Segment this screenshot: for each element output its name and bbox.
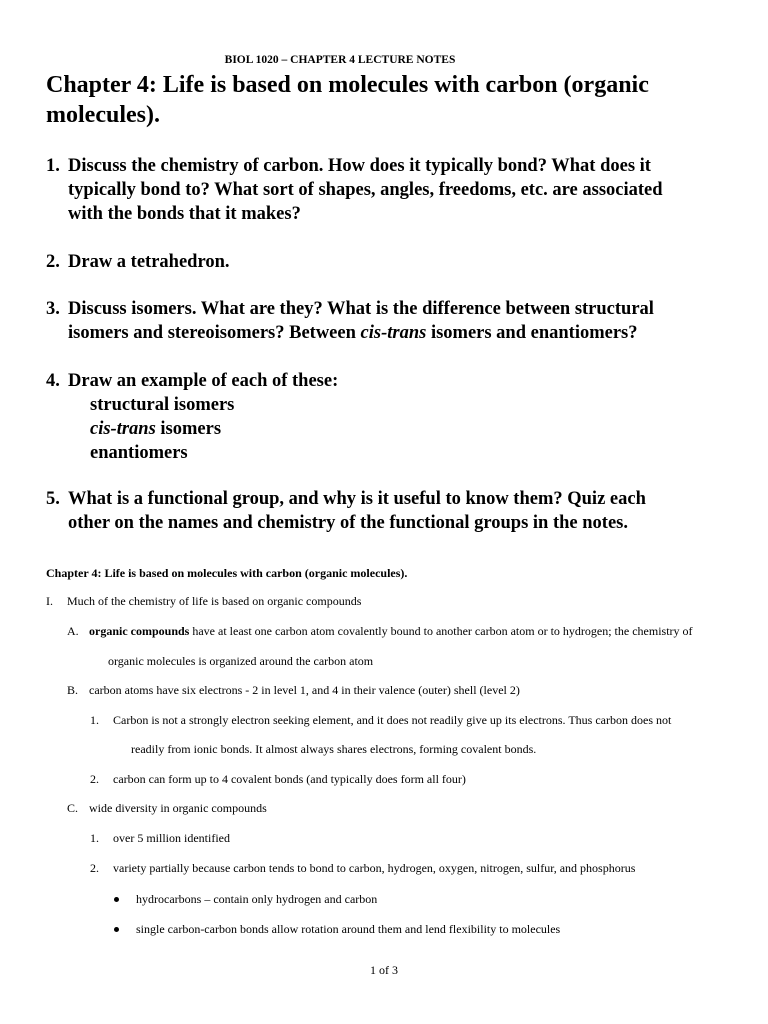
question-text: isomers and enantiomers? <box>426 323 638 343</box>
question-subitem <box>46 417 338 441</box>
question-number: 1. <box>46 156 60 176</box>
outline-text: have at least one carbon atom covalently bound to another carbon atom or to hydrogen; the chemistry of <box>189 624 693 638</box>
question-line: typically bond to? What sort of shapes, angles, freedoms, etc. are associated <box>68 180 663 200</box>
question-5 <box>46 487 646 535</box>
outline-marker: B. <box>67 683 79 697</box>
outline-text: over 5 million identified <box>113 831 230 845</box>
question-line: Draw an example of each of these: <box>68 371 339 391</box>
question-line: What is a functional group, and why is it useful to know them? Quiz each <box>68 489 646 509</box>
question-number: 2. <box>46 252 60 272</box>
bullet-item <box>114 892 377 907</box>
question-line: other on the names and chemistry of the functional groups in the notes. <box>68 513 628 533</box>
question-1 <box>46 154 663 226</box>
outline-text: carbon atoms have six electrons - 2 in level 1, and 4 in their valence (outer) shell (level 2) <box>89 683 520 697</box>
outline-marker: 1. <box>90 831 99 845</box>
outline-marker: 2. <box>90 772 99 786</box>
question-text: isomers and stereoisomers? Between <box>68 323 361 343</box>
question-2 <box>46 250 230 274</box>
question-line: Discuss isomers. What are they? What is the difference between structural <box>68 299 654 319</box>
question-italic-term: cis-trans <box>90 419 156 439</box>
outline-marker: 1. <box>90 713 99 727</box>
question-text: isomers <box>155 419 222 439</box>
outline-bold-term: organic compounds <box>89 624 190 638</box>
bullet-icon <box>114 927 119 932</box>
outline-item-B2 <box>90 772 466 787</box>
course-header: BIOL 1020 – CHAPTER 4 LECTURE NOTES <box>224 54 456 66</box>
question-4 <box>46 369 338 465</box>
page-title: Chapter 4: Life is based on molecules with carbon (organic molecules). <box>46 72 649 128</box>
question-number: 4. <box>46 371 60 391</box>
question-italic-term: cis-trans <box>360 323 427 343</box>
outline-continuation: organic molecules is organized around the carbon atom <box>108 654 374 668</box>
question-line: Discuss the chemistry of carbon. How does it typically bond? What does it <box>68 156 651 176</box>
question-number: 5. <box>46 489 60 509</box>
outline-item-C2 <box>90 861 635 876</box>
outline-item-B1 <box>90 713 671 728</box>
page-number: 1 of 3 <box>370 963 398 977</box>
bullet-icon <box>114 897 119 902</box>
question-line: with the bonds that it makes? <box>68 204 301 224</box>
outline-item-C1 <box>90 831 230 846</box>
bullet-item <box>114 922 560 937</box>
outline-text: Much of the chemistry of life is based on organic compounds <box>67 594 362 608</box>
outline-item-B <box>67 683 520 698</box>
bullet-text: hydrocarbons – contain only hydrogen and carbon <box>136 892 378 906</box>
question-subitem: enantiomers <box>90 443 188 463</box>
outline-text: carbon can form up to 4 covalent bonds (and typically does form all four) <box>113 772 466 786</box>
outline-marker: 2. <box>90 861 99 875</box>
outline-title: Chapter 4: Life is based on molecules with carbon (organic molecules). <box>46 566 408 580</box>
outline-marker: A. <box>67 624 79 638</box>
question-subitem: structural isomers <box>90 395 235 415</box>
question-line: Draw a tetrahedron. <box>68 252 230 272</box>
outline-item-I <box>46 594 361 609</box>
question-3 <box>46 297 654 345</box>
outline-marker: I. <box>46 594 53 608</box>
outline-text: Carbon is not a strongly electron seeking element, and it does not readily give up its electrons. Thus carbon does not <box>113 713 672 727</box>
outline-item-C <box>67 801 267 816</box>
bullet-text: single carbon-carbon bonds allow rotation around them and lend flexibility to molecules <box>136 922 561 936</box>
outline-marker: C. <box>67 801 79 815</box>
outline-text: wide diversity in organic compounds <box>89 801 267 815</box>
question-number: 3. <box>46 299 60 319</box>
outline-continuation: readily from ionic bonds. It almost always shares electrons, forming covalent bonds. <box>131 742 537 756</box>
outline-text: variety partially because carbon tends to bond to carbon, hydrogen, oxygen, nitrogen, sulfur, and phosphorus <box>113 861 636 875</box>
outline-item-A <box>67 624 693 639</box>
question-line <box>46 321 654 345</box>
